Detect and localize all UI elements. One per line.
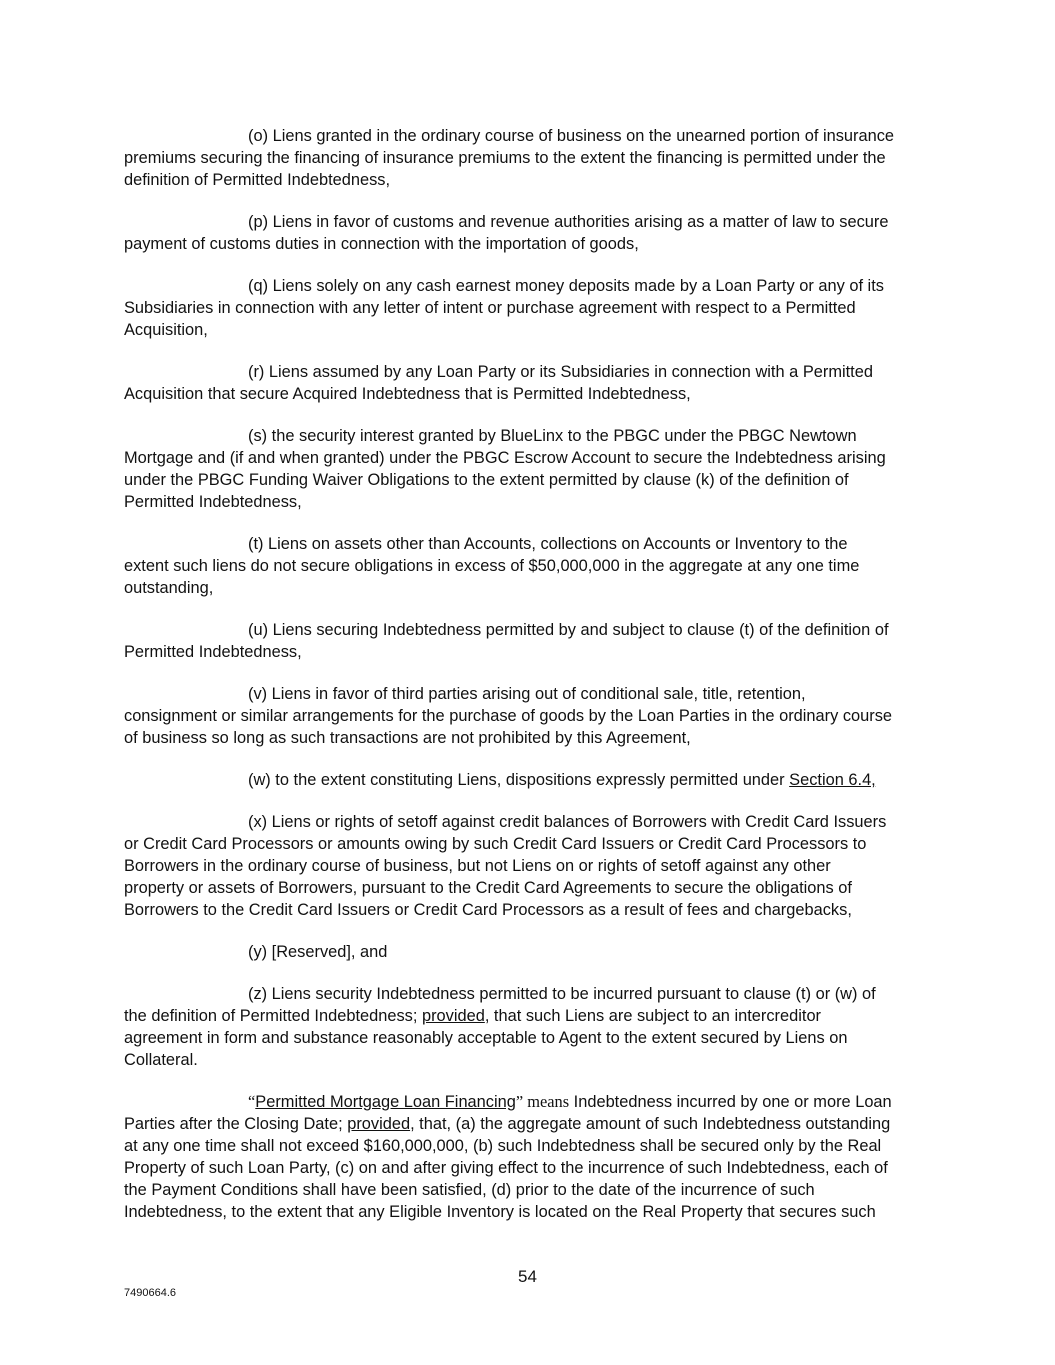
text-line: definition of Permitted Indebtedness, bbox=[124, 171, 391, 189]
text-segment: (w) to the extent constituting Liens, dispositions expressly permitted under bbox=[248, 771, 790, 789]
text-line: (s) the security interest granted by BlueLinx to the PBGC under the PBGC Newtown bbox=[248, 427, 857, 445]
text-line: Indebtedness, to the extent that any Eligible Inventory is located on the Real Property that secures such bbox=[124, 1203, 876, 1221]
text-segment: the definition of Permitted Indebtedness; bbox=[124, 1007, 422, 1025]
underlined-term: provided bbox=[347, 1115, 411, 1133]
text-line bbox=[124, 1091, 944, 1113]
underlined-term: Section 6.4, bbox=[789, 771, 876, 789]
clause-pmlf bbox=[124, 1091, 944, 1223]
clause-y bbox=[124, 941, 944, 963]
text-line bbox=[124, 1005, 944, 1027]
document-body bbox=[124, 125, 944, 1243]
text-line: (z) Liens security Indebtedness permitted to be incurred pursuant to clause (t) or (w) of bbox=[248, 985, 876, 1003]
clause-v bbox=[124, 683, 944, 749]
text-line: the Payment Conditions shall have been satisfied, (d) prior to the date of the incurrence of such bbox=[124, 1181, 815, 1199]
clause-x bbox=[124, 811, 944, 921]
clause-q bbox=[124, 275, 944, 341]
text-line: property or assets of Borrowers, pursuant to the Credit Card Agreements to secure the obligations of bbox=[124, 879, 852, 897]
text-line: (o) Liens granted in the ordinary course of business on the unearned portion of insurance bbox=[248, 127, 895, 145]
text-line: Acquisition, bbox=[124, 321, 208, 339]
document-id: 7490664.6 bbox=[124, 1287, 176, 1299]
text-segment: , that, (a) the aggregate amount of such Indebtedness outstanding bbox=[410, 1115, 891, 1133]
clause-w bbox=[124, 769, 944, 791]
text-segment: ” means bbox=[515, 1092, 570, 1111]
text-line: Permitted Indebtedness, bbox=[124, 493, 302, 511]
clause-t bbox=[124, 533, 944, 599]
text-segment: Indebtedness incurred by one or more Loan bbox=[569, 1093, 892, 1111]
clause-r bbox=[124, 361, 944, 405]
text-line: (y) [Reserved], and bbox=[248, 943, 388, 961]
text-line: Mortgage and (if and when granted) under the PBGC Escrow Account to secure the Indebtedness arising bbox=[124, 449, 886, 467]
text-line: premiums securing the financing of insurance premiums to the extent the financing is permitted under the bbox=[124, 149, 886, 167]
text-line: under the PBGC Funding Waiver Obligations to the extent permitted by clause (k) of the definition of bbox=[124, 471, 849, 489]
text-line: extent such liens do not secure obligations in excess of $50,000,000 in the aggregate at any one time bbox=[124, 557, 860, 575]
text-line bbox=[124, 1113, 944, 1135]
text-line: (x) Liens or rights of setoff against credit balances of Borrowers with Credit Card Issuers bbox=[248, 813, 887, 831]
clause-s bbox=[124, 425, 944, 513]
clause-o bbox=[124, 125, 944, 191]
text-line: (r) Liens assumed by any Loan Party or its Subsidiaries in connection with a Permitted bbox=[248, 363, 873, 381]
text-line: at any one time shall not exceed $160,000,000, (b) such Indebtedness shall be secured only by the Real bbox=[124, 1137, 882, 1155]
text-line: outstanding, bbox=[124, 579, 214, 597]
clause-u bbox=[124, 619, 944, 663]
text-line: Collateral. bbox=[124, 1051, 198, 1069]
text-segment: “ bbox=[248, 1092, 256, 1111]
text-segment: Parties after the Closing Date; bbox=[124, 1115, 348, 1133]
clause-p bbox=[124, 211, 944, 255]
text-line: payment of customs duties in connection with the importation of goods, bbox=[124, 235, 639, 253]
text-line: Subsidiaries in connection with any letter of intent or purchase agreement with respect to a Permitted bbox=[124, 299, 856, 317]
text-line: Acquisition that secure Acquired Indebtedness that is Permitted Indebtedness, bbox=[124, 385, 691, 403]
text-line: or Credit Card Processors or amounts owing by such Credit Card Issuers or Credit Card Processors to bbox=[124, 835, 867, 853]
text-line: Permitted Indebtedness, bbox=[124, 643, 302, 661]
page-number: 54 bbox=[518, 1267, 537, 1286]
text-line bbox=[124, 769, 944, 791]
text-line: of business so long as such transactions are not prohibited by this Agreement, bbox=[124, 729, 691, 747]
text-line: Borrowers in the ordinary course of business, but not Liens on or rights of setoff against any other bbox=[124, 857, 831, 875]
text-segment: , that such Liens are subject to an intercreditor bbox=[484, 1007, 822, 1025]
underlined-term: Permitted Mortgage Loan Financing bbox=[255, 1093, 516, 1111]
text-line: (v) Liens in favor of third parties arising out of conditional sale, title, retention, bbox=[248, 685, 806, 703]
text-line: Property of such Loan Party, (c) on and after giving effect to the incurrence of such Indebtedness, each of bbox=[124, 1159, 888, 1177]
text-line: agreement in form and substance reasonably acceptable to Agent to the extent secured by Liens on bbox=[124, 1029, 848, 1047]
text-line: consignment or similar arrangements for the purchase of goods by the Loan Parties in the ordinary course bbox=[124, 707, 893, 725]
text-line: Borrowers to the Credit Card Issuers or Credit Card Processors as a result of fees and chargebacks, bbox=[124, 901, 852, 919]
text-line: (u) Liens securing Indebtedness permitted by and subject to clause (t) of the definition of bbox=[248, 621, 889, 639]
text-line: (p) Liens in favor of customs and revenue authorities arising as a matter of law to secure bbox=[248, 213, 889, 231]
clause-z bbox=[124, 983, 944, 1071]
underlined-term: provided bbox=[421, 1007, 485, 1025]
text-line: (t) Liens on assets other than Accounts, collections on Accounts or Inventory to the bbox=[248, 535, 848, 553]
text-line: (q) Liens solely on any cash earnest money deposits made by a Loan Party or any of its bbox=[248, 277, 884, 295]
